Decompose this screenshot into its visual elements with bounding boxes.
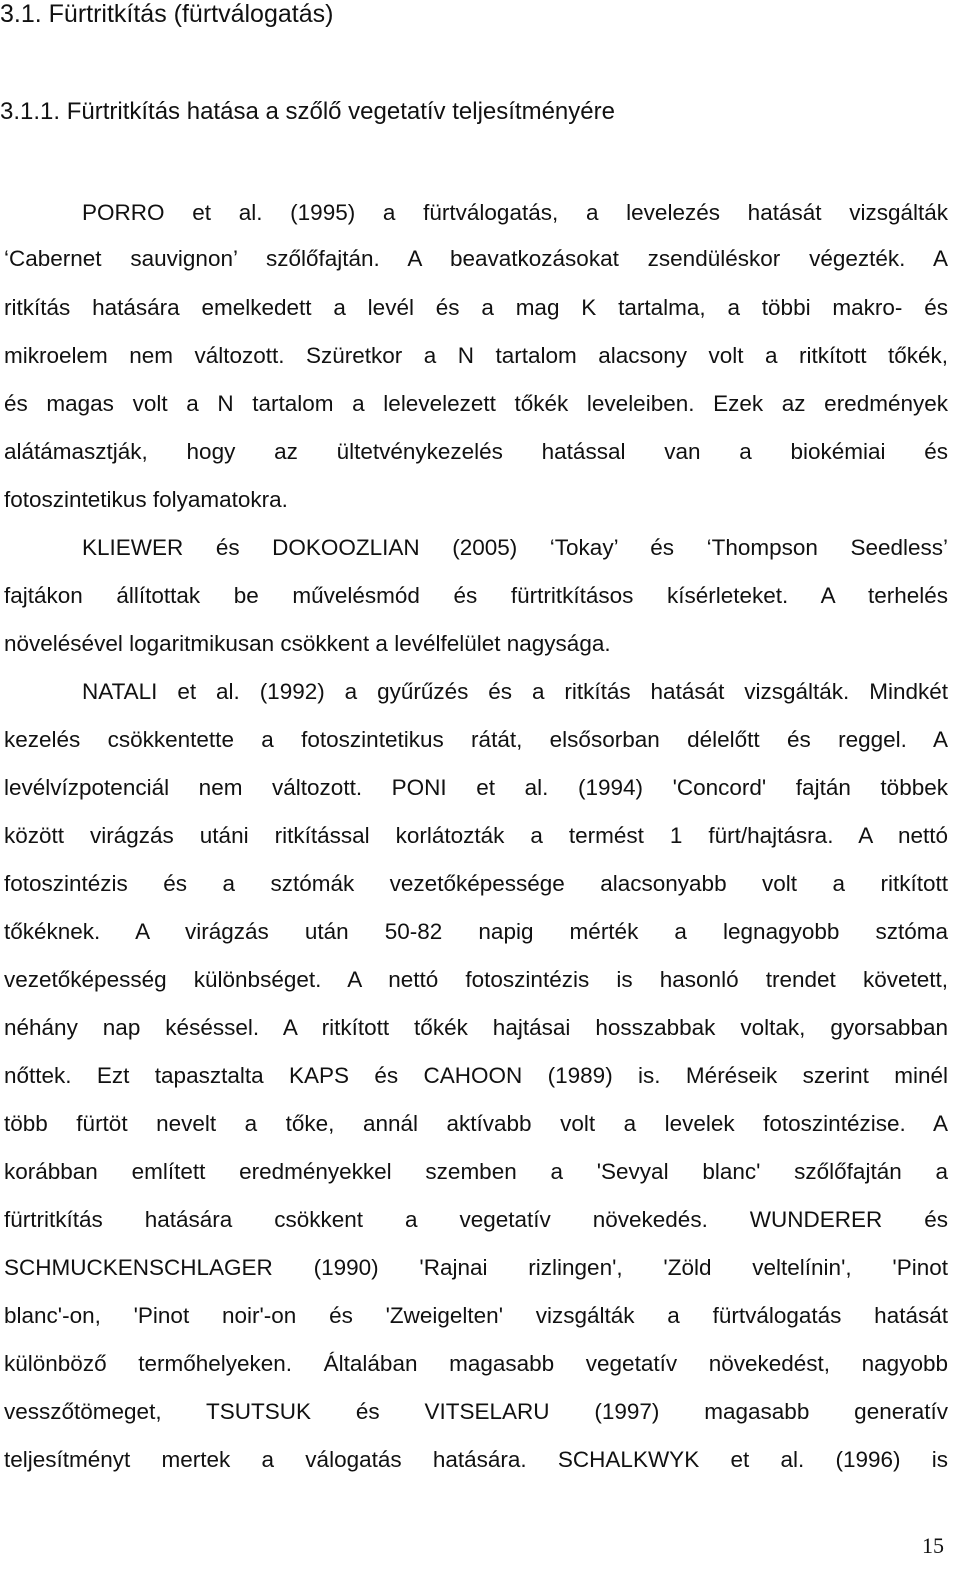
text-line: mikroelem nem változott. Szüretkor a N tartalom alacsony volt a ritkított tőkék,	[4, 343, 948, 368]
text-line: ritkítás hatására emelkedett a levél és a mag K tartalma, a többi makro- és	[4, 295, 948, 320]
text-line: blanc'-on, 'Pinot noir'-on és 'Zweigelten' vizsgálták a fürtválogatás hatását	[4, 1303, 948, 1328]
text-line: alátámasztják, hogy az ültetvénykezelés hatással van a biokémiai és	[4, 439, 948, 464]
subsection-heading: 3.1.1. Fürtritkítás hatása a szőlő vegetatív teljesítményére	[0, 98, 615, 125]
text-line: tőkéknek. A virágzás után 50-82 napig mérték a legnagyobb sztóma	[4, 919, 948, 944]
text-line: fürtritkítás hatására csökkent a vegetatív növekedés. WUNDERER és	[4, 1207, 948, 1232]
text-line: kezelés csökkentette a fotoszintetikus rátát, elsősorban délelőtt és reggel. A	[4, 727, 948, 752]
text-line: növelésével logaritmikusan csökkent a levélfelület nagysága.	[4, 631, 611, 656]
text-line: PORRO et al. (1995) a fürtválogatás, a levelezés hatását vizsgálták	[82, 200, 948, 225]
text-line: NATALI et al. (1992) a gyűrűzés és a ritkítás hatását vizsgálták. Mindkét	[82, 679, 948, 704]
text-line: különböző termőhelyeken. Általában magasabb vegetatív növekedést, nagyobb	[4, 1351, 948, 1376]
text-line: vesszőtömeget, TSUTSUK és VITSELARU (1997) magasabb generatív	[4, 1399, 948, 1424]
text-line: ‘Cabernet sauvignon’ szőlőfajtán. A beavatkozásokat zsendüléskor végezték. A	[4, 246, 948, 271]
text-line: néhány nap késéssel. A ritkított tőkék hajtásai hosszabbak voltak, gyorsabban	[4, 1015, 948, 1040]
text-line: SCHMUCKENSCHLAGER (1990) 'Rajnai rizlingen', 'Zöld veltelínin', 'Pinot	[4, 1255, 948, 1280]
page-number: 15	[922, 1533, 944, 1558]
text-line: levélvízpotenciál nem változott. PONI et al. (1994) 'Concord' fajtán többek	[4, 775, 948, 800]
text-line: korábban említett eredményekkel szemben a 'Sevyal blanc' szőlőfajtán a	[4, 1159, 948, 1184]
text-line: fajtákon állítottak be művelésmód és fürtritkításos kísérleteket. A terhelés	[4, 583, 948, 608]
text-line: nőttek. Ezt tapasztalta KAPS és CAHOON (1989) is. Méréseik szerint minél	[4, 1063, 948, 1088]
text-line: több fürtöt nevelt a tőke, annál aktívabb volt a levelek fotoszintézise. A	[4, 1111, 948, 1136]
section-heading: 3.1. Fürtritkítás (fürtválogatás)	[0, 0, 334, 28]
text-line: között virágzás utáni ritkítással korlátozták a termést 1 fürt/hajtásra. A nettó	[4, 823, 948, 848]
text-line: fotoszintetikus folyamatokra.	[4, 487, 288, 512]
text-line: vezetőképesség különbséget. A nettó fotoszintézis is hasonló trendet követett,	[4, 967, 948, 992]
text-line: és magas volt a N tartalom a lelevelezett tőkék leveleiben. Ezek az eredmények	[4, 391, 948, 416]
text-line: fotoszintézis és a sztómák vezetőképessége alacsonyabb volt a ritkított	[4, 871, 948, 896]
text-line: teljesítményt mertek a válogatás hatására. SCHALKWYK et al. (1996) is	[4, 1447, 948, 1472]
text-line: KLIEWER és DOKOOZLIAN (2005) ‘Tokay’ és ‘Thompson Seedless’	[82, 535, 948, 560]
